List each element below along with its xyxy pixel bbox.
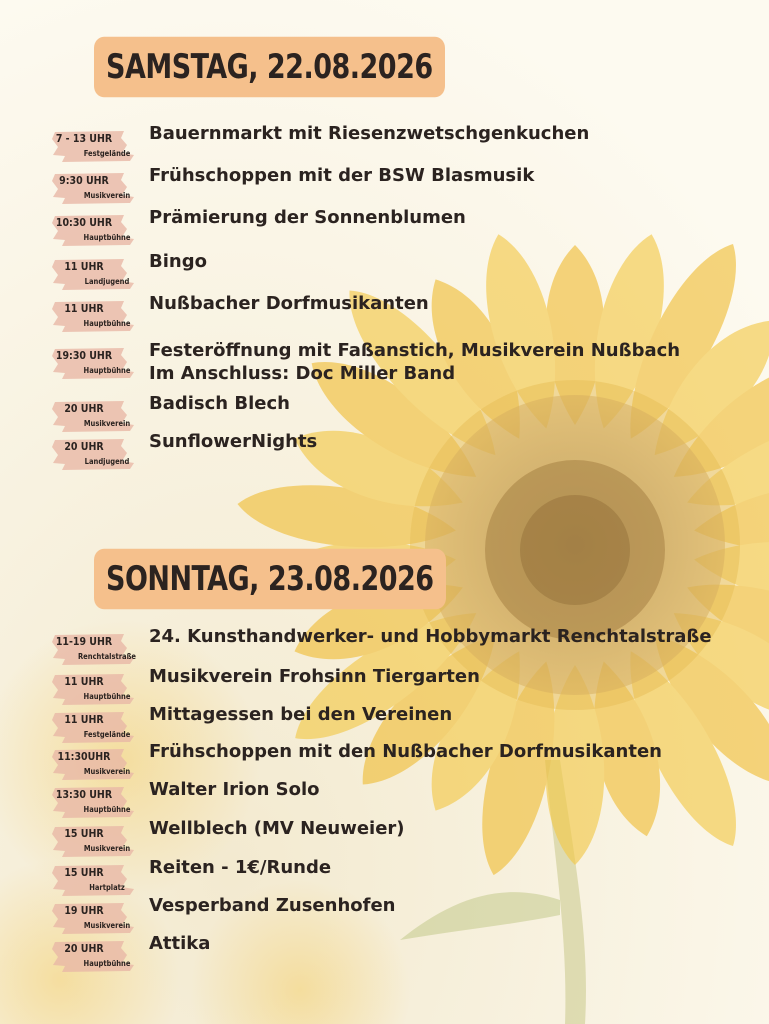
event-title: Festeröffnung mit Faßanstich, Musikverein Nußbach [149, 340, 681, 361]
event-title-block [149, 392, 290, 415]
schedule-entry [50, 123, 749, 166]
event-title: Musikverein Frohsinn Tiergarten [149, 666, 480, 687]
time-tag [50, 256, 136, 292]
event-title: Walter Irion Solo [149, 779, 320, 800]
time-tag [50, 631, 136, 667]
event-location: Landjugend [84, 457, 130, 466]
event-location: Hauptbühne [83, 959, 131, 968]
event-title: Frühschoppen mit der BSW Blasmusik [149, 165, 535, 186]
event-title-block [149, 430, 317, 453]
event-title: SunflowerNights [149, 431, 318, 452]
time-tag [50, 709, 136, 745]
event-title: Prämierung der Sonnenblumen [149, 207, 466, 228]
schedule-entry [50, 293, 749, 336]
event-title: Wellblech (MV Neuweier) [149, 818, 405, 839]
event-location: Musikverein [83, 921, 131, 930]
event-location: Festgelände [83, 149, 131, 158]
event-subtitle: Im Anschluss: Doc Miller Band [149, 363, 456, 384]
time-tag [50, 862, 136, 898]
event-time: 11-19 UHR [55, 636, 113, 648]
event-title-block [149, 817, 405, 840]
event-title-block [149, 625, 712, 648]
event-time: 11 UHR [64, 714, 104, 726]
event-time: 15 UHR [64, 867, 104, 879]
event-location: Hauptbühne [83, 319, 131, 328]
time-tag [50, 746, 136, 782]
time-tag [50, 823, 136, 859]
event-location: Landjugend [84, 277, 130, 286]
event-title-block [149, 932, 210, 955]
schedule-entry [50, 165, 749, 208]
schedule-entry [50, 431, 749, 474]
event-location: Musikverein [83, 191, 131, 200]
time-tag [50, 398, 136, 434]
event-time: 20 UHR [64, 943, 104, 955]
time-tag [50, 345, 136, 381]
time-tag [50, 298, 136, 334]
event-time: 11:30UHR [57, 751, 111, 763]
event-time: 20 UHR [64, 403, 104, 415]
event-title: Badisch Blech [149, 393, 290, 414]
event-title-block [149, 894, 395, 917]
event-location: Musikverein [83, 419, 131, 428]
time-tag [50, 212, 136, 248]
event-title-block [149, 665, 480, 688]
schedule-entry [50, 251, 749, 294]
event-title-block [149, 778, 320, 801]
schedule-entry [50, 626, 749, 669]
event-title-block [149, 164, 534, 187]
time-tag [50, 784, 136, 820]
event-title: Bingo [149, 251, 207, 272]
event-time: 11 UHR [64, 676, 104, 688]
event-time: 15 UHR [64, 828, 104, 840]
event-title: Frühschoppen mit den Nußbacher Dorfmusikanten [149, 741, 662, 762]
event-time: 7 - 13 UHR [55, 133, 113, 145]
event-title: Vesperband Zusenhofen [149, 895, 396, 916]
event-title-block [149, 703, 452, 726]
event-title: Reiten - 1€/Runde [149, 857, 332, 878]
event-location: Musikverein [83, 767, 131, 776]
event-title-block [149, 292, 429, 315]
schedule-entry [50, 207, 749, 250]
event-time: 11 UHR [64, 303, 104, 315]
event-title: Bauernmarkt mit Riesenzwetschgenkuchen [149, 123, 590, 144]
event-location: Hauptbühne [83, 366, 131, 375]
event-time: 19:30 UHR [55, 350, 113, 362]
time-tag [50, 938, 136, 974]
event-title: 24. Kunsthandwerker- und Hobbymarkt Renchtalstraße [149, 626, 712, 647]
event-title-block [149, 339, 680, 385]
event-location: Renchtalstraße [77, 652, 137, 661]
event-time: 11 UHR [64, 261, 104, 273]
schedule-entry [50, 933, 749, 976]
event-time: 13:30 UHR [55, 789, 113, 801]
event-time: 20 UHR [64, 441, 104, 453]
event-title-block [149, 740, 662, 763]
event-time: 19 UHR [64, 905, 104, 917]
time-tag [50, 671, 136, 707]
event-title: Nußbacher Dorfmusikanten [149, 293, 429, 314]
sunday-header: SONNTAG, 23.08.2026 [94, 549, 446, 609]
event-title-block [149, 250, 207, 273]
event-title-block [149, 856, 331, 879]
saturday-header: SAMSTAG, 22.08.2026 [94, 37, 445, 97]
time-tag [50, 170, 136, 206]
time-tag [50, 128, 136, 164]
event-location: Hauptbühne [83, 805, 131, 814]
time-tag [50, 900, 136, 936]
time-tag [50, 436, 136, 472]
event-location: Hauptbühne [83, 233, 131, 242]
event-time: 9:30 UHR [59, 175, 109, 187]
event-location: Hauptbühne [83, 692, 131, 701]
event-time: 10:30 UHR [55, 217, 113, 229]
event-title: Attika [149, 933, 211, 954]
event-title-block [149, 122, 589, 145]
event-location: Festgelände [83, 730, 131, 739]
event-location: Hartplatz [89, 883, 125, 892]
schedule-entry [50, 340, 749, 384]
event-title-block [149, 206, 466, 229]
event-location: Musikverein [83, 844, 131, 853]
event-title: Mittagessen bei den Vereinen [149, 704, 453, 725]
